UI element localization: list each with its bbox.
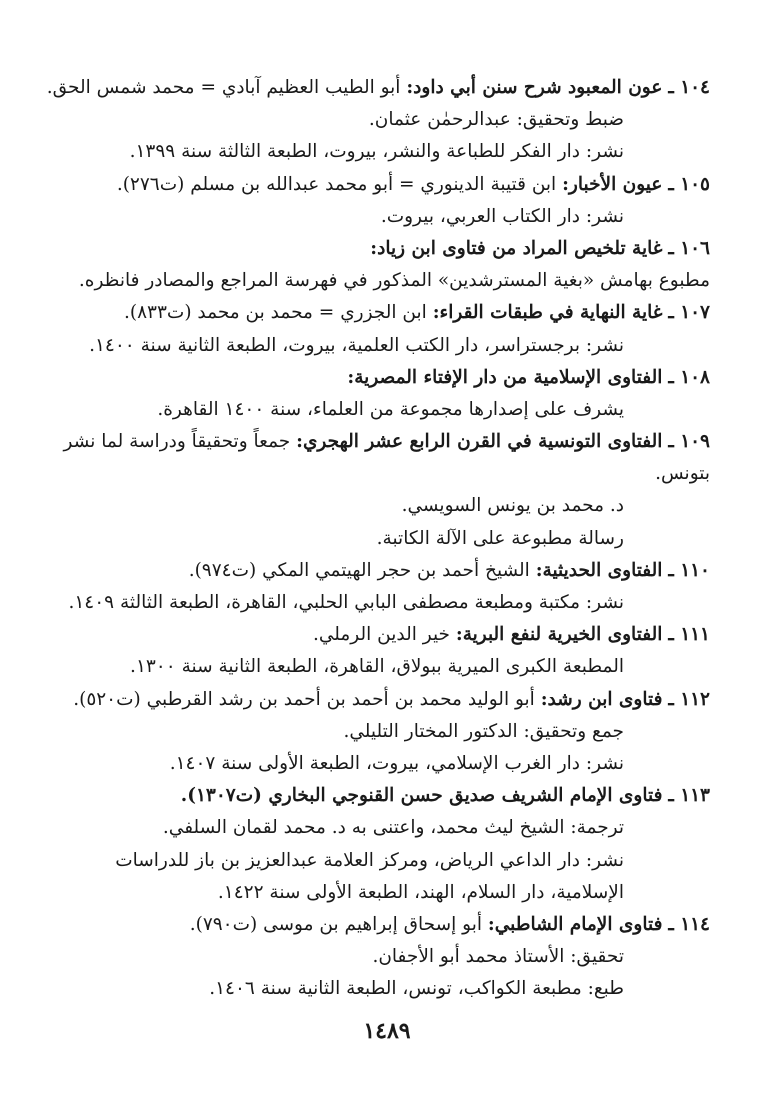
bibliography-entry <box>63 426 710 555</box>
entry-heading-line <box>73 684 710 716</box>
entry-number: ١٠٦ ـ <box>668 237 710 259</box>
entry-title: عون المعبود شرح سنن أبي داود: <box>406 77 663 98</box>
bibliography-entry <box>46 72 710 169</box>
entry-number: ١٠٧ ـ <box>668 302 710 324</box>
entry-number: ١٠٤ ـ <box>668 77 710 98</box>
bibliography-entry <box>100 909 710 1006</box>
entry-heading-line <box>100 619 710 651</box>
entry-heading-line <box>100 555 710 587</box>
entry-author: أبو إسحاق إبراهيم بن موسى (ت٧٩٠). <box>189 913 482 935</box>
bibliography-entry <box>89 297 710 361</box>
entry-author: جمعاً وتحقيقاً ودراسة لما نشر <box>63 431 291 453</box>
entry-detail-line: ترجمة: الشيخ ليث محمد، واعتنى به د. محمد لقمان السلفي. <box>162 817 624 839</box>
entry-title: غاية النهاية في طبقات القراء: <box>432 302 663 324</box>
entry-title: فتاوى ابن رشد: <box>540 688 663 710</box>
entry-title: فتاوى الإمام الشاطبي: <box>487 913 663 935</box>
entry-heading-line <box>100 362 710 394</box>
bibliography-entry <box>73 684 710 781</box>
bibliography-entry <box>100 619 710 683</box>
entry-detail-line: الإسلامية، دار السلام، الهند، الطبعة الأولى سنة ١٤٢٢. <box>217 881 624 903</box>
bibliography-entry <box>100 362 710 426</box>
entry-detail-line: يشرف على إصدارها مجموعة من العلماء، سنة ١٤٠٠ القاهرة. <box>157 398 624 420</box>
entry-number: ١٠٩ ـ <box>668 431 710 453</box>
entry-author: الشيخ أحمد بن حجر الهيتمي المكي (ت٩٧٤). <box>188 559 530 581</box>
entry-detail-line: المطبعة الكبرى الميرية ببولاق، القاهرة، الطبعة الثانية سنة ١٣٠٠. <box>130 656 624 678</box>
entry-detail-line: نشر: دار الكتاب العربي، بيروت. <box>380 205 624 227</box>
bibliography-entry <box>100 780 710 909</box>
entry-detail-line: تحقيق: الأستاذ محمد أبو الأجفان. <box>372 946 624 968</box>
entry-heading-line <box>100 297 710 329</box>
bibliography-list <box>46 72 710 1005</box>
entry-detail-line: نشر: برجستراسر، دار الكتب العلمية، بيروت، الطبعة الثانية سنة ١٤٠٠. <box>89 334 624 356</box>
entry-detail-line: نشر: دار الداعي الرياض، ومركز العلامة عبدالعزيز بن باز للدراسات <box>115 849 624 871</box>
entry-heading-line <box>100 909 710 941</box>
bibliography-entry <box>78 233 710 297</box>
entry-heading-line <box>100 780 710 812</box>
entry-detail-line: نشر: مكتبة ومطبعة مصطفى البابي الحلبي، القاهرة، الطبعة الثالثة ١٤٠٩. <box>68 592 624 613</box>
entry-number: ١١٢ ـ <box>668 688 710 710</box>
entry-heading-line <box>100 233 710 265</box>
entry-number: ١٠٨ ـ <box>668 366 710 388</box>
entry-title: الفتاوى الحديثية: <box>535 559 663 581</box>
entry-title: الفتاوى الإسلامية من دار الإفتاء المصرية: <box>347 366 663 388</box>
entry-title: عيون الأخبار: <box>562 173 663 195</box>
entry-number: ١١٣ ـ <box>668 785 710 807</box>
bibliography-entry <box>100 169 710 233</box>
entry-detail-line: مطبوع بهامش «بغية المسترشدين» المذكور في فهرسة المراجع والمصادر فانظره. <box>78 270 710 292</box>
entry-number: ١١٤ ـ <box>668 913 710 935</box>
entry-heading-line <box>100 169 710 201</box>
entry-detail-line: رسالة مطبوعة على الآلة الكاتبة. <box>376 527 624 549</box>
entry-number: ١٠٥ ـ <box>668 173 710 195</box>
entry-detail-line: نشر: دار الفكر للطباعة والنشر، بيروت، الطبعة الثالثة سنة ١٣٩٩. <box>129 141 624 163</box>
entry-author: أبو الطيب العظيم آبادي = محمد شمس الحق. <box>46 77 401 98</box>
entry-detail-line: ضبط وتحقيق: عبدالرحمٰن عثمان. <box>368 109 624 131</box>
entry-heading-line <box>63 426 710 458</box>
entry-number: ١١٠ ـ <box>668 559 710 581</box>
entry-detail-line: د. محمد بن يونس السويسي. <box>401 495 624 517</box>
entry-title: الفتاوى التونسية في القرن الرابع عشر الهجري: <box>296 431 663 453</box>
entry-detail-line: جمع وتحقيق: الدكتور المختار التليلي. <box>343 720 624 742</box>
entry-title: فتاوى الإمام الشريف صديق حسن القنوجي البخاري (ت١٣٠٧). <box>180 785 663 807</box>
entry-detail-line: نشر: دار الغرب الإسلامي، بيروت، الطبعة الأولى سنة ١٤٠٧. <box>169 752 624 774</box>
entry-author: ابن الجزري = محمد بن محمد (ت٨٣٣). <box>123 302 427 324</box>
entry-title: غاية تلخيص المراد من فتاوى ابن زياد: <box>370 237 663 259</box>
entry-heading-line <box>46 72 710 104</box>
page-number: ١٤٨٩ <box>363 1018 411 1044</box>
entry-author: أبو الوليد محمد بن أحمد بن أحمد بن رشد القرطبي (ت٥٢٠). <box>73 688 535 710</box>
entry-detail-line: بتونس. <box>655 463 710 485</box>
entry-title: الفتاوى الخيرية لنفع البرية: <box>455 624 663 646</box>
bibliography-entry <box>68 555 710 619</box>
entry-detail-line: طبع: مطبعة الكواكب، تونس، الطبعة الثانية سنة ١٤٠٦. <box>209 978 624 1000</box>
entry-number: ١١١ ـ <box>668 624 710 646</box>
entry-author: خير الدين الرملي. <box>312 624 450 646</box>
entry-author: ابن قتيبة الدينوري = أبو محمد عبدالله بن مسلم (ت٢٧٦). <box>116 173 557 195</box>
